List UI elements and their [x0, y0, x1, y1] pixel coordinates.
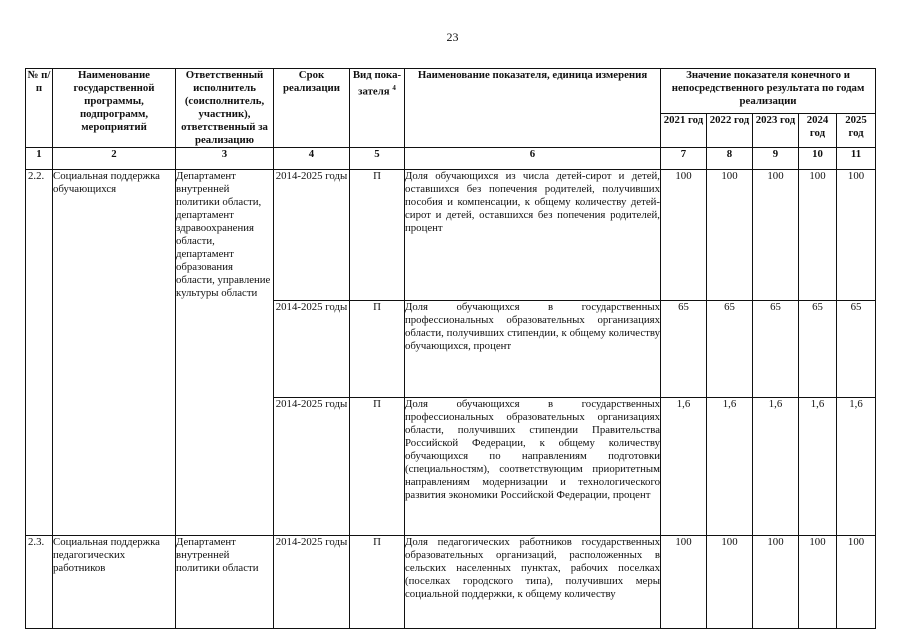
table-row	[26, 535, 876, 628]
value-2024: 100	[799, 535, 837, 628]
header-year: 2022 год	[707, 114, 753, 148]
footnote-mark: 4	[392, 84, 396, 92]
indicator-name: Доля обучающихся в государственных профессиональных образовательных организациях области, получивших стипендии Правительства Российской Федерации, к общему количеству обучающихся по направлениям подготовки (специальностям), соответствующим приоритетным направлениям модернизации и технологического развития экономики Российской Федерации, процент	[405, 397, 661, 535]
column-number: 9	[753, 148, 799, 170]
value-2021: 65	[661, 300, 707, 397]
column-number: 6	[405, 148, 661, 170]
header-year: 2025 год	[837, 114, 876, 148]
value-2023: 100	[753, 535, 799, 628]
responsible-executor: Департамент внутренней политики области, департамент здравоохранения области, департамент образования области, управление культуры области	[176, 170, 274, 301]
column-numbers-row	[26, 148, 876, 170]
indicator-type: П	[350, 397, 405, 535]
value-2024: 1,6	[799, 397, 837, 535]
value-2024: 100	[799, 170, 837, 301]
value-2021: 1,6	[661, 397, 707, 535]
indicator-type: П	[350, 170, 405, 301]
value-2023: 65	[753, 300, 799, 397]
header-col-indicator: Наименование показателя, единица измерения	[405, 69, 661, 148]
header-row	[26, 69, 876, 114]
column-number: 11	[837, 148, 876, 170]
responsible-continued	[176, 397, 274, 535]
column-number: 7	[661, 148, 707, 170]
column-number: 10	[799, 148, 837, 170]
program-name: Социальная поддержка педагогических работников	[53, 535, 176, 628]
indicator-name: Доля обучающихся в государственных профессиональных образовательных организациях области, получивших стипендии, к общему количеству обучающихся, процент	[405, 300, 661, 397]
column-number: 2	[53, 148, 176, 170]
value-2023: 1,6	[753, 397, 799, 535]
indicator-type: П	[350, 535, 405, 628]
period: 2014-2025 годы	[274, 300, 350, 397]
header-year: 2023 год	[753, 114, 799, 148]
header-year: 2021 год	[661, 114, 707, 148]
page-number: 23	[446, 30, 459, 44]
value-2023: 100	[753, 170, 799, 301]
indicator-name: Доля педагогических работников государственных образовательных организаций, расположенных в сельских населенных пунктах, рабочих поселках (поселках городского типа), получивших меры социальной поддержки, к общему количеству	[405, 535, 661, 628]
header-col-number: № п/п	[26, 69, 53, 148]
value-2025: 65	[837, 300, 876, 397]
column-number: 5	[350, 148, 405, 170]
header-year: 2024 год	[799, 114, 837, 148]
period: 2014-2025 годы	[274, 397, 350, 535]
indicators-table	[25, 68, 876, 629]
value-2025: 100	[837, 170, 876, 301]
column-number: 1	[26, 148, 53, 170]
column-number: 3	[176, 148, 274, 170]
responsible-executor: Департамент внутренней политики области	[176, 535, 274, 628]
value-2022: 100	[707, 535, 753, 628]
row-number: 2.3.	[26, 535, 53, 628]
column-number: 8	[707, 148, 753, 170]
header-col-responsible: Ответственный исполнитель (соисполнитель, участник), ответственный за реализацию	[176, 69, 274, 148]
responsible-continued	[176, 300, 274, 397]
value-2022: 100	[707, 170, 753, 301]
value-2022: 1,6	[707, 397, 753, 535]
header-col-type: Вид пока-зателя $^4$	[350, 69, 405, 148]
table-row	[26, 170, 876, 301]
value-2025: 1,6	[837, 397, 876, 535]
value-2021: 100	[661, 535, 707, 628]
value-2021: 100	[661, 170, 707, 301]
header-col-program: Наименование государственной программы, подпрограмм, мероприятий	[53, 69, 176, 148]
column-number: 4	[274, 148, 350, 170]
period: 2014-2025 годы	[274, 535, 350, 628]
value-2024: 65	[799, 300, 837, 397]
indicator-type: П	[350, 300, 405, 397]
row-number: 2.2.	[26, 170, 53, 536]
value-2025: 100	[837, 535, 876, 628]
header-col-values: Значение показателя конечного и непосредственного результата по годам реализации	[661, 69, 876, 114]
value-2022: 65	[707, 300, 753, 397]
indicator-name: Доля обучающихся из числа детей-сирот и детей, оставшихся без попечения родителей, получивших пособия и компенсации, к общему количеству детей-сирот и детей, оставшихся без попечения родителей, процент	[405, 170, 661, 301]
header-col-period: Срок реализации	[274, 69, 350, 148]
period: 2014-2025 годы	[274, 170, 350, 301]
program-name: Социальная поддержка обучающихся	[53, 170, 176, 536]
